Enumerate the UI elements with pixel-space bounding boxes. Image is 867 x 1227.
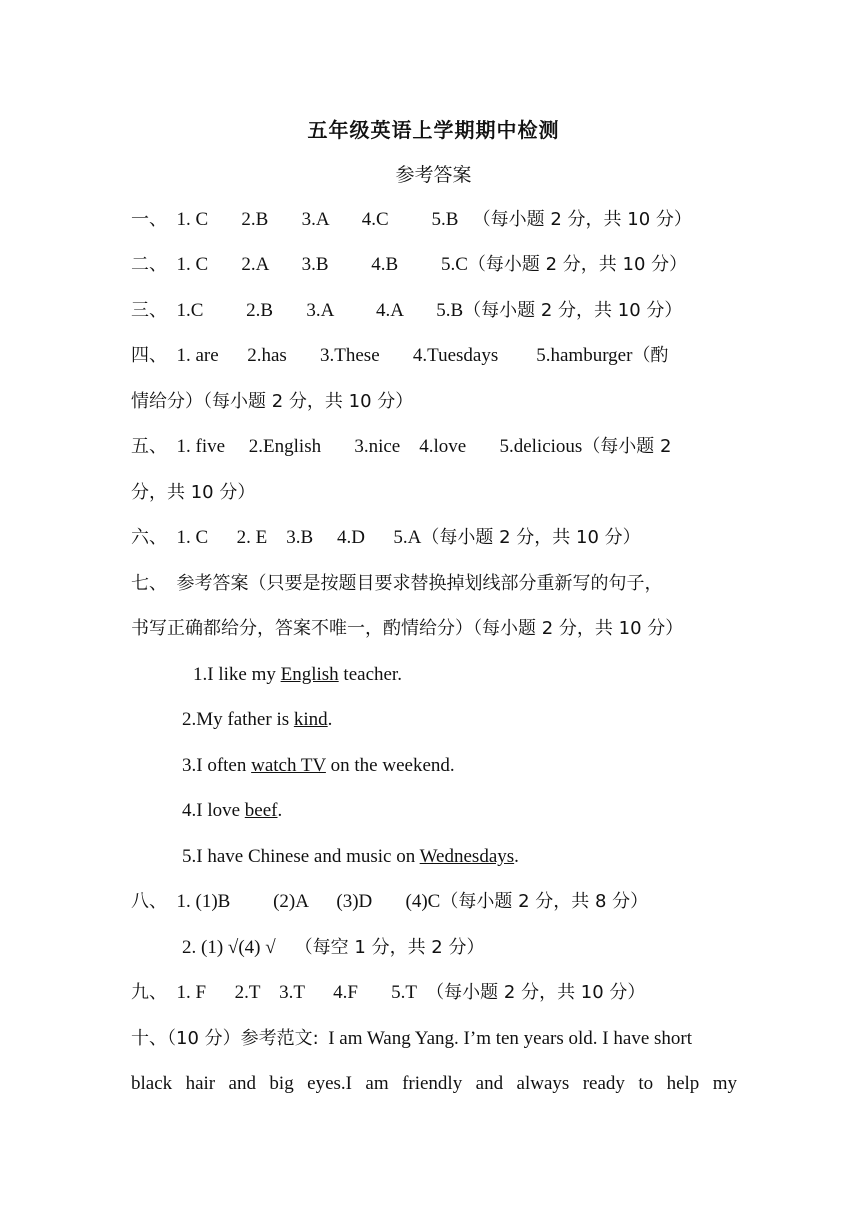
section-3 [131,298,682,324]
underlined-word: English [280,664,339,685]
answers: 1. C 2. E 3.B 4.D 5.A [176,527,422,548]
section-10 [131,1026,692,1052]
score-note: 分，共 10 分） [131,482,256,503]
sentence-text: 4.I love [182,800,245,821]
sentence-text: . [514,846,519,867]
underlined-word: Wednesdays [419,846,515,867]
sentence-5 [182,844,519,870]
section-4-continuation [131,389,413,415]
section-number: 二、 [131,254,167,275]
sentence-text: teacher. [338,664,402,685]
score-note: （每小题 2 分，共 8 分） [440,891,649,912]
page-title: 五年级英语上学期期中检测 [307,118,560,142]
section-5-continuation [131,480,255,506]
answers: 1. F 2.T 3.T 4.F 5.T [176,982,417,1003]
sentence-3 [182,753,455,779]
score-note: 书写正确都给分，答案不唯一，酌情给分）（每小题 2 分，共 10 分） [131,618,684,639]
score-note: （每小题 2 分，共 10 分） [467,254,688,275]
sentence-text: . [327,709,333,730]
answers: 1. C 2.B 3.A 4.C 5.B [176,209,459,230]
sentence-text: . [277,800,283,821]
essay-text-line-2: black hair and big eyes.I am friendly and always ready to help my [131,1073,737,1094]
sentence-text: 2.My father is [182,709,294,730]
underlined-word: watch TV [251,755,326,776]
underlined-word: kind [293,709,328,730]
answers: 1.C 2.B 3.A 4.A 5.B [176,300,464,321]
section-number: 十、 [131,1028,167,1049]
answers: 2. (1) √(4) √ [182,937,276,958]
score-note: （每空 1 分，共 2 分） [294,937,485,958]
sentence-text: 5.I have Chinese and music on [182,846,420,867]
score-note: 情给分）（每小题 2 分，共 10 分） [131,391,414,412]
section-5 [131,434,672,460]
section-number: 七、 [131,573,167,594]
answers: 1. (1)B (2)A (3)D (4)C [176,891,441,912]
sentence-text: on the weekend. [325,755,455,776]
score-note: （每小题 2 分，共 10 分） [472,209,692,230]
essay-text-line-1: I am Wang Yang. I’m ten years old. I have short [328,1028,692,1049]
essay-label: （10 分）参考范文: [167,1028,319,1049]
sentence-1 [193,662,402,688]
sentence-text: 1.I like my [193,664,281,685]
section-number: 八、 [131,891,167,912]
section-2 [131,252,687,278]
section-number: 六、 [131,527,167,548]
score-note-tail: （酌 [632,345,669,366]
underlined-word: beef [244,800,278,821]
answers: 1. C 2.A 3.B 4.B 5.C [176,254,468,275]
section-7-continuation [131,616,683,642]
sentence-2 [182,707,332,733]
section-number: 三、 [131,300,167,321]
answers: 1. are 2.has 3.These 4.Tuesdays 5.hamburger [176,345,633,366]
section-7 [131,571,663,597]
section-9 [131,980,645,1006]
score-note: （每小题 2 分，共 10 分） [426,982,646,1003]
page-subtitle: 参考答案 [395,164,472,186]
answers: 1. five 2.English 3.nice 4.love 5.delicious [176,436,583,457]
score-note-tail: （每小题 2 [582,436,672,457]
section-number: 一、 [131,209,167,230]
section-number: 五、 [131,436,167,457]
score-note: （每小题 2 分，共 10 分） [463,300,683,321]
section-8 [131,889,648,915]
sentence-4 [182,798,282,824]
section-7-intro: 参考答案（只要是按题目要求替换掉划线部分重新写的句子， [176,573,663,594]
score-note: （每小题 2 分，共 10 分） [421,527,641,548]
section-number: 九、 [131,982,167,1003]
section-number: 四、 [131,345,167,366]
section-8-part-2 [182,935,484,961]
sentence-text: 3.I often [182,755,252,776]
section-6 [131,525,641,551]
section-4 [131,343,668,369]
section-1 [131,207,692,233]
